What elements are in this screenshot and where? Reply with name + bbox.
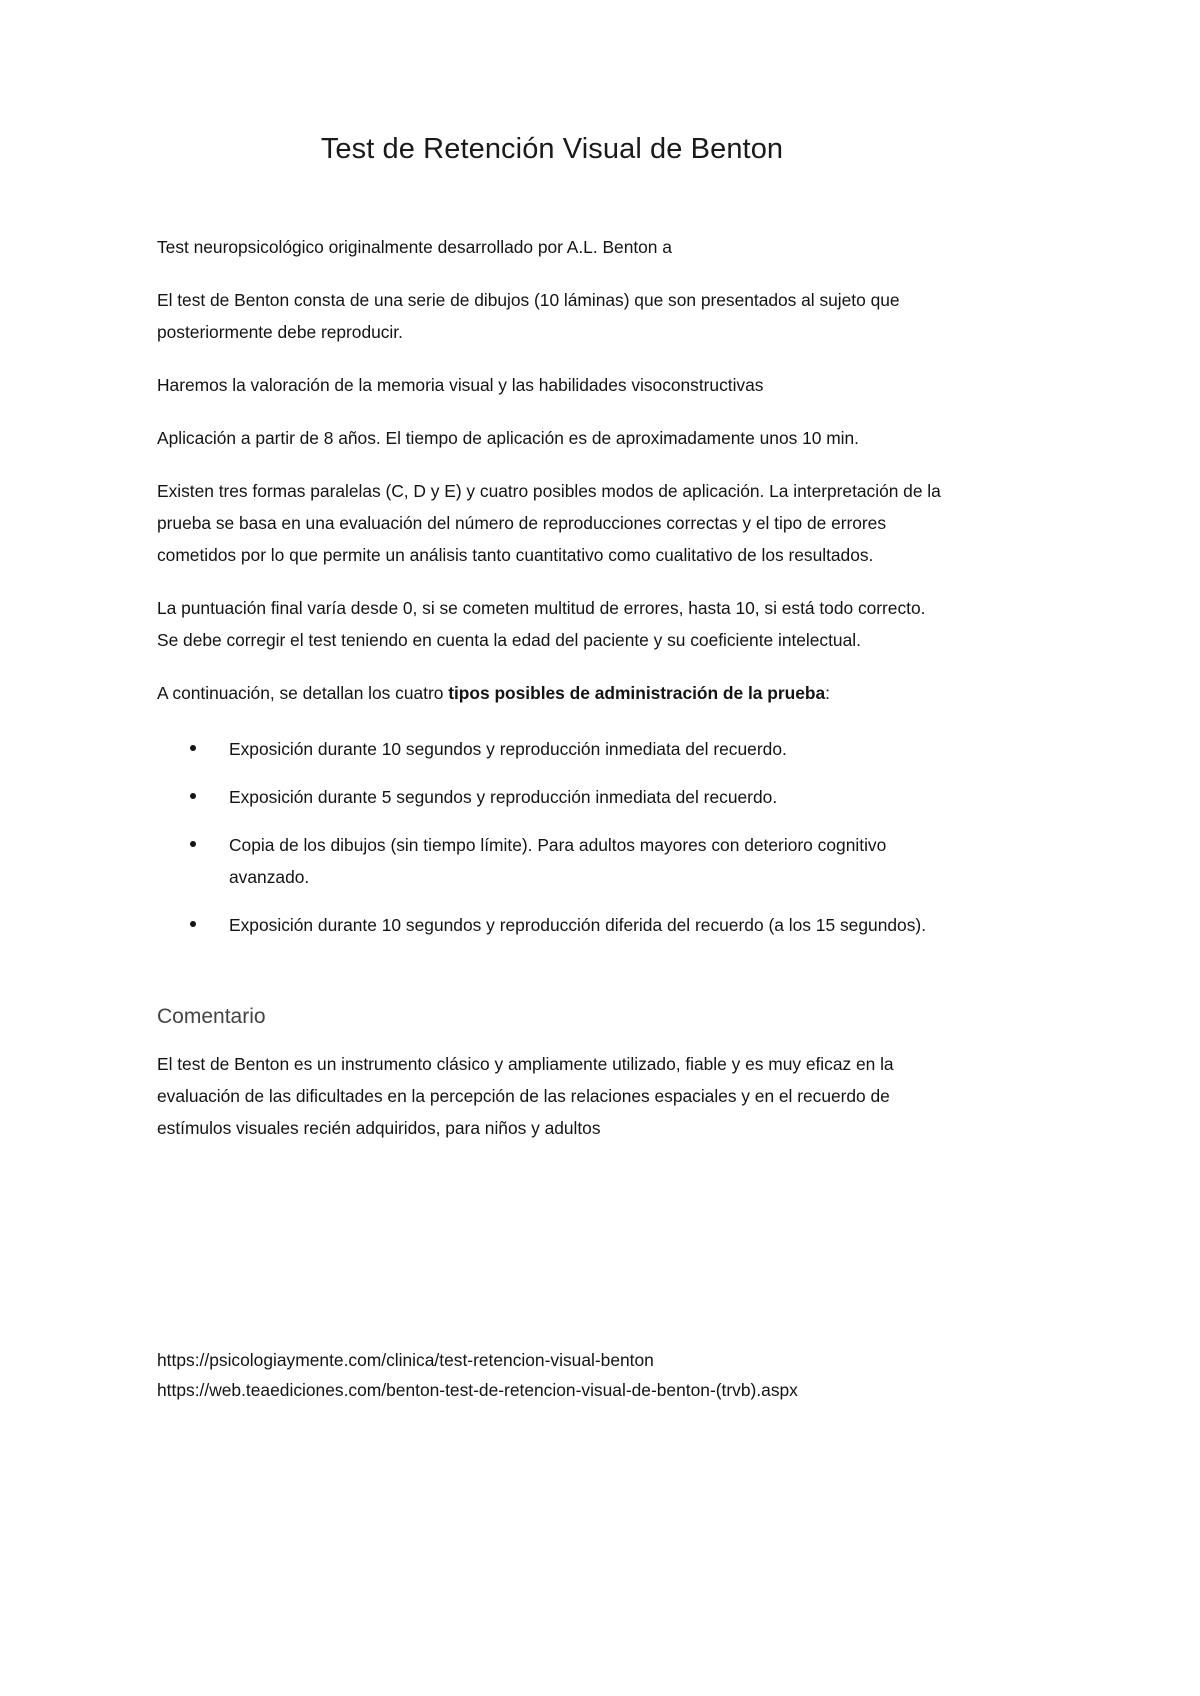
bullet-dot-icon — [190, 745, 196, 751]
list-intro-lead: A continuación, se detallan los cuatro — [157, 682, 449, 703]
document-body — [157, 0, 947, 1144]
paragraph-application: Aplicación a partir de 8 años. El tiempo de aplicación es de aproximadamente unos 10 min. — [157, 427, 859, 448]
bullet-dot-icon — [190, 841, 196, 847]
list-item-label: Copia de los dibujos (sin tiempo límite). Para adultos mayores con deterioro cognitivo avanzado. — [229, 834, 887, 887]
list-item — [157, 909, 947, 941]
bullet-dot-icon — [190, 921, 196, 927]
source-link-2[interactable]: https://web.teaediciones.com/benton-test-de-retencion-visual-de-benton-(trvb).aspx — [157, 1380, 798, 1400]
list-item — [157, 829, 947, 893]
paragraph-list-intro — [157, 677, 947, 709]
footer-sources — [157, 1345, 957, 1405]
section-heading-comentario: Comentario — [157, 1004, 266, 1028]
list-intro-bold: tipos posibles de administración de la prueba — [448, 682, 826, 703]
list-item-label: Exposición durante 5 segundos y reproducción inmediata del recuerdo. — [229, 786, 778, 807]
list-item — [157, 781, 947, 813]
bullet-dot-icon — [190, 793, 196, 799]
source-link-1[interactable]: https://psicologiaymente.com/clinica/test-retencion-visual-benton — [157, 1350, 654, 1370]
paragraph-forms: Existen tres formas paralelas (C, D y E) y cuatro posibles modos de aplicación. La interpretación de la prueba se basa en una evaluación del número de reproducciones correctas y el tipo de errores cometidos por lo que permite un análisis tanto cuantitativo como cualitativo de los resultados. — [157, 480, 941, 565]
paragraph-description: El test de Benton consta de una serie de dibujos (10 láminas) que son presentados al sujeto que posteriormente debe reproducir. — [157, 289, 900, 342]
administration-types-list — [157, 733, 947, 941]
page-title: Test de Retención Visual de Benton — [320, 133, 784, 165]
paragraph-evaluation: Haremos la valoración de la memoria visual y las habilidades visoconstructivas — [157, 374, 764, 395]
paragraph-comentario-body: El test de Benton es un instrumento clásico y ampliamente utilizado, fiable y es muy eficaz en la evaluación de las dificultades en la percepción de las relaciones espaciales y en el recuerdo de estímulos visuales recién adquiridos, para niños y adultos — [157, 1054, 894, 1139]
list-item — [157, 733, 947, 765]
list-intro-tail: : — [825, 682, 830, 703]
list-item-label: Exposición durante 10 segundos y reproducción inmediata del recuerdo. — [229, 738, 787, 759]
paragraph-scoring: La puntuación final varía desde 0, si se cometen multitud de errores, hasta 10, si está todo correcto. Se debe corregir el test teniendo en cuenta la edad del paciente y su coeficiente intelectual. — [157, 597, 926, 650]
list-item-label: Exposición durante 10 segundos y reproducción diferida del recuerdo (a los 15 segundos). — [229, 914, 927, 935]
paragraph-intro: Test neuropsicológico originalmente desarrollado por A.L. Benton a — [157, 236, 672, 257]
